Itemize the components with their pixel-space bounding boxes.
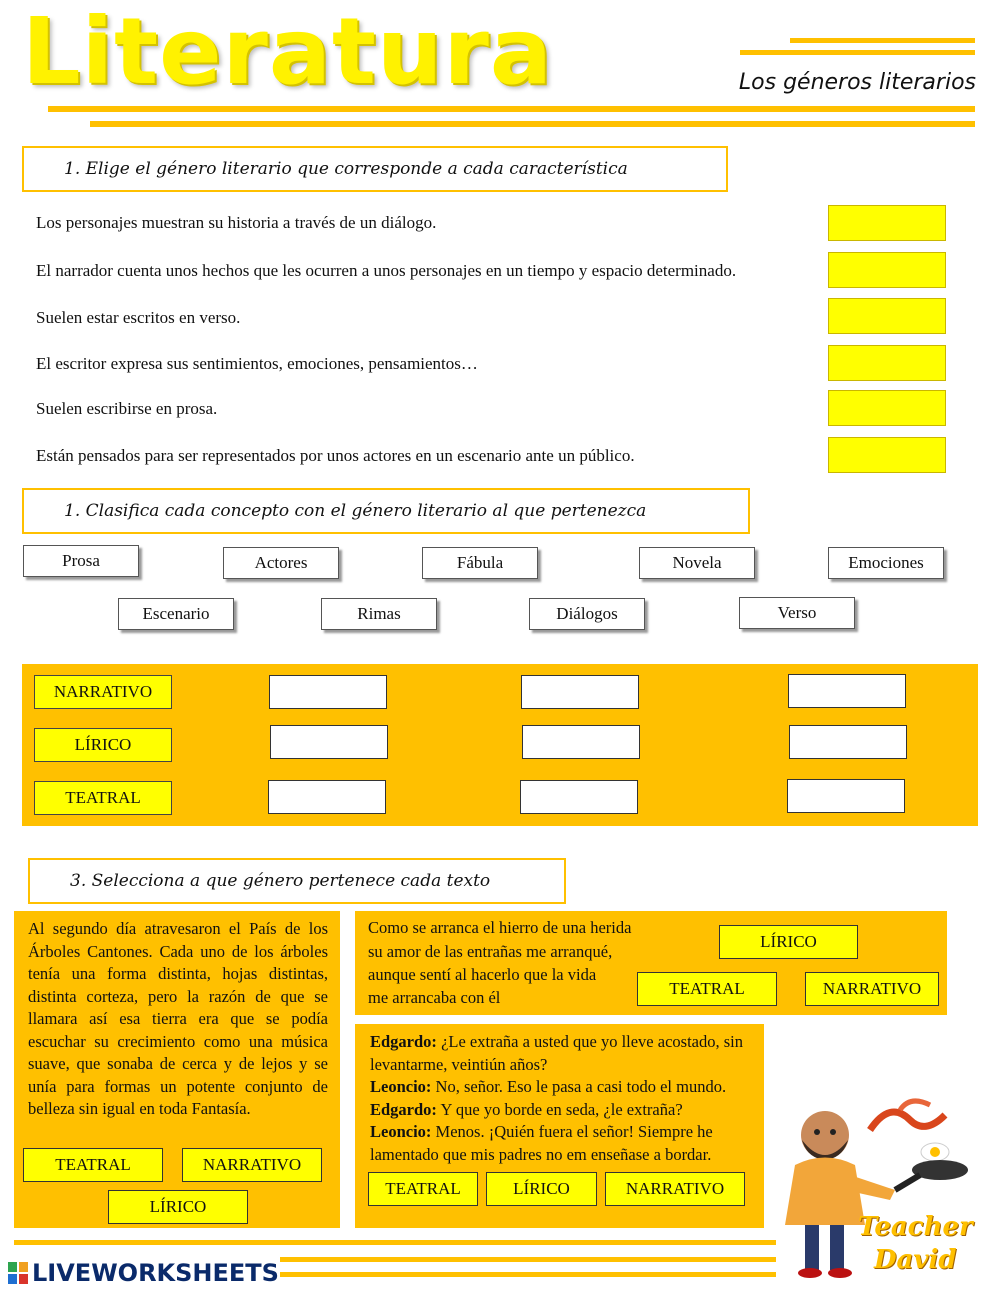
header-bar-low bbox=[90, 121, 975, 127]
drop-teatral-3[interactable] bbox=[787, 779, 905, 813]
drop-narrativo-2[interactable] bbox=[521, 675, 639, 709]
section1-item-5: Suelen escribirse en prosa. bbox=[36, 399, 218, 418]
text2-option-narrativo[interactable]: NARRATIVO bbox=[805, 972, 939, 1006]
section1-item-6: Están pensados para ser representados por unos actores en un escenario ante un público. bbox=[36, 446, 635, 465]
genre-narrativo: NARRATIVO bbox=[34, 675, 172, 709]
answer-box-2[interactable] bbox=[828, 252, 946, 288]
word-prosa[interactable]: Prosa bbox=[23, 545, 139, 577]
liveworksheets-logo-icon bbox=[8, 1262, 28, 1284]
word-escenario[interactable]: Escenario bbox=[118, 598, 234, 630]
answer-box-3[interactable] bbox=[828, 298, 946, 334]
word-dialogos[interactable]: Diálogos bbox=[529, 598, 645, 630]
section2-heading: 1. Clasifica cada concepto con el género literario al que pertenezca bbox=[22, 488, 750, 534]
text2-line-4: me arrancaba con él bbox=[368, 988, 501, 1007]
drop-teatral-2[interactable] bbox=[520, 780, 638, 814]
speaker: Edgardo: bbox=[370, 1032, 437, 1051]
drop-lirico-2[interactable] bbox=[522, 725, 640, 759]
text3-turn-2 bbox=[370, 1076, 756, 1099]
footer-bar-3 bbox=[280, 1272, 776, 1277]
drop-teatral-1[interactable] bbox=[268, 780, 386, 814]
answer-box-1[interactable] bbox=[828, 205, 946, 241]
mascot-name-line1: Teacher bbox=[858, 1212, 973, 1242]
header-bar-top bbox=[790, 38, 975, 43]
section1-item-3: Suelen estar escritos en verso. bbox=[36, 308, 241, 327]
dialogue-line: Y que yo borde en seda, ¿le extraña? bbox=[436, 1099, 683, 1119]
footer-brand[interactable]: LIVEWORKSHEETS bbox=[32, 1259, 279, 1287]
text2-option-teatral[interactable]: TEATRAL bbox=[637, 972, 777, 1006]
text1-option-teatral[interactable]: TEATRAL bbox=[23, 1148, 163, 1182]
word-novela[interactable]: Novela bbox=[639, 547, 755, 579]
text3-body bbox=[370, 1031, 756, 1166]
text2-line-2: su amor de las entrañas me arranqué, bbox=[368, 942, 613, 961]
word-fabula[interactable]: Fábula bbox=[422, 547, 538, 579]
genre-teatral: TEATRAL bbox=[34, 781, 172, 815]
drop-narrativo-3[interactable] bbox=[788, 674, 906, 708]
section3-heading: 3. Selecciona a que género pertenece cada texto bbox=[28, 858, 566, 904]
dialogue-line: Menos. ¡Quién fuera el señor! Siempre he lamentado que mis padres no em enseñase a bordar. bbox=[370, 1122, 713, 1164]
speaker: Edgardo: bbox=[370, 1099, 437, 1119]
answer-box-4[interactable] bbox=[828, 345, 946, 381]
drop-narrativo-1[interactable] bbox=[269, 675, 387, 709]
mascot-name-line2: David bbox=[874, 1245, 957, 1275]
page-subtitle: Los géneros literarios bbox=[738, 70, 976, 95]
dialogue-line: ¿Le extraña a usted que yo lleve acostado, sin levantarme, veintiún años? bbox=[370, 1032, 743, 1074]
header-bar-top2 bbox=[740, 50, 975, 55]
text3-turn-1 bbox=[370, 1031, 756, 1076]
word-rimas[interactable]: Rimas bbox=[321, 598, 437, 630]
text3-turn-3 bbox=[370, 1099, 756, 1122]
text3-option-lirico[interactable]: LÍRICO bbox=[486, 1172, 597, 1206]
word-verso[interactable]: Verso bbox=[739, 597, 855, 629]
speaker: Leoncio: bbox=[370, 1122, 432, 1141]
text1-option-narrativo[interactable]: NARRATIVO bbox=[182, 1148, 322, 1182]
section1-item-2: El narrador cuenta unos hechos que les ocurren a unos personajes en un tiempo y espacio determinado. bbox=[36, 261, 737, 280]
section1-item-1: Los personajes muestran su historia a través de un diálogo. bbox=[36, 213, 437, 232]
answer-box-6[interactable] bbox=[828, 437, 946, 473]
text2-line-3: aunque sentí al hacerlo que la vida bbox=[368, 965, 597, 984]
section1-item-4: El escritor expresa sus sentimientos, emociones, pensamientos… bbox=[36, 354, 478, 373]
word-emociones[interactable]: Emociones bbox=[828, 547, 944, 579]
header-bar-mid bbox=[48, 106, 975, 112]
page-title: Literatura bbox=[22, 0, 553, 105]
drop-lirico-1[interactable] bbox=[270, 725, 388, 759]
text3-option-teatral[interactable]: TEATRAL bbox=[368, 1172, 478, 1206]
text1-body: Al segundo día atravesaron el País de los Árboles Cantones. Cada uno de los árboles tenía una forma distinta, hojas distintas, distinta corteza, pero la razón de que se llamara así esa tierra era que se podía escuchar su crecimiento como una música suave, que sonaba de cerca y de lejos y se unía para formas un potente conjunto de belleza sin igual en toda Fantasía. bbox=[28, 919, 328, 1118]
section1-heading: 1. Elige el género literario que corresponde a cada característica bbox=[22, 146, 728, 192]
speaker: Leoncio: bbox=[370, 1077, 432, 1096]
text1-option-lirico[interactable]: LÍRICO bbox=[108, 1190, 248, 1224]
text2-line-1: Como se arranca el hierro de una herida bbox=[368, 918, 632, 937]
answer-box-5[interactable] bbox=[828, 390, 946, 426]
word-actores[interactable]: Actores bbox=[223, 547, 339, 579]
footer-bar-1 bbox=[14, 1240, 776, 1245]
genre-lirico: LÍRICO bbox=[34, 728, 172, 762]
footer-bar-2 bbox=[280, 1257, 776, 1262]
dialogue-line: No, señor. Eso le pasa a casi todo el mundo. bbox=[431, 1077, 727, 1096]
text3-option-narrativo[interactable]: NARRATIVO bbox=[605, 1172, 745, 1206]
text3-turn-4 bbox=[370, 1121, 756, 1166]
drop-lirico-3[interactable] bbox=[789, 725, 907, 759]
text2-option-lirico[interactable]: LÍRICO bbox=[719, 925, 858, 959]
